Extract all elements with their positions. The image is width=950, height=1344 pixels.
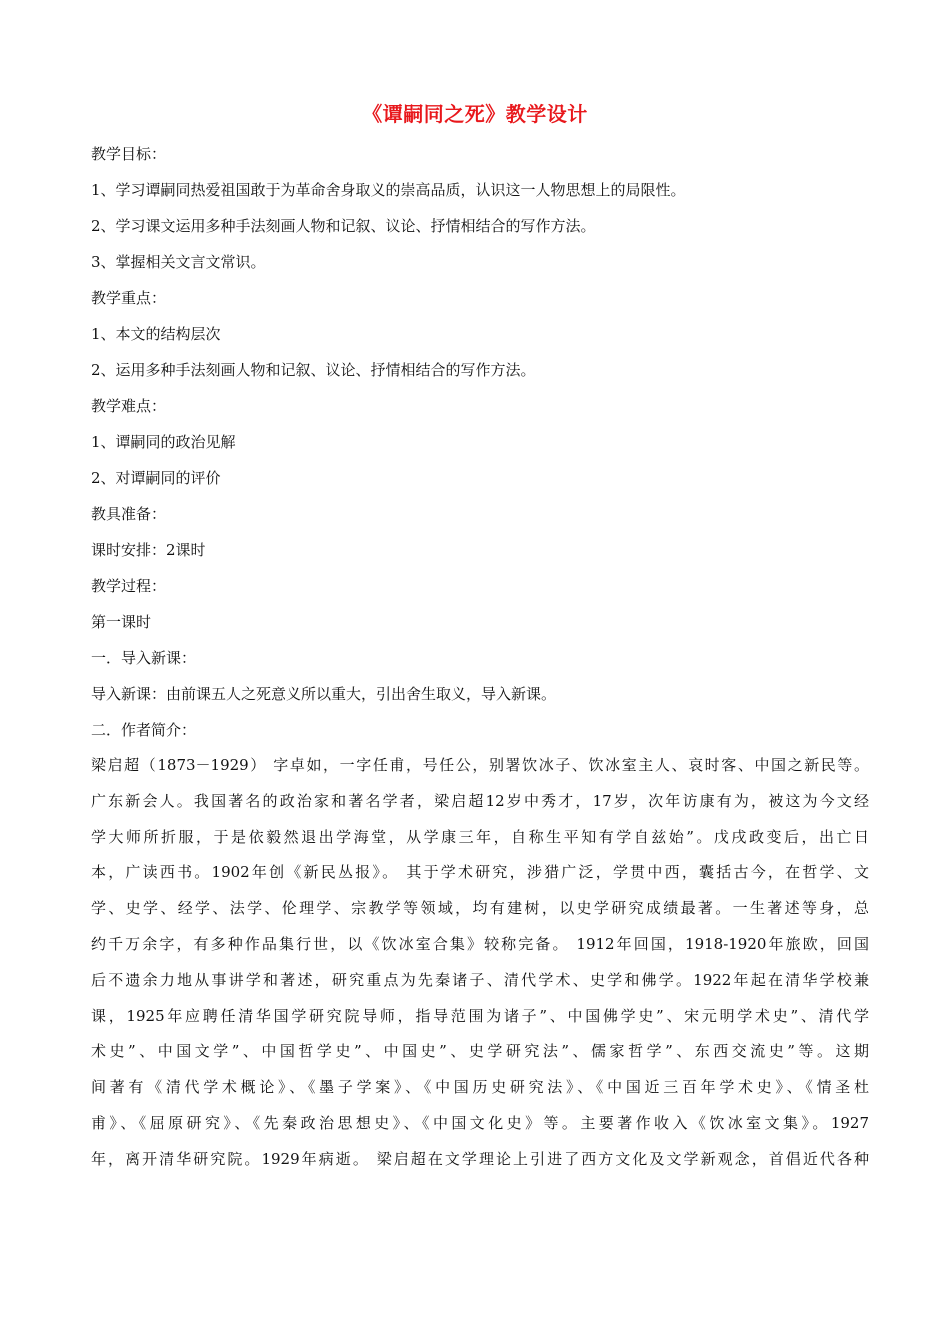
heading-teaching-process: 教学过程： xyxy=(91,577,167,595)
difficulty-item: 1、谭嗣同的政治见解 xyxy=(91,433,236,451)
difficulty-item: 2、对谭嗣同的评价 xyxy=(91,469,221,487)
key-point-item: 2、运用多种手法刻画人物和记叙、议论、抒情相结合的写作方法。 xyxy=(91,361,536,379)
bio-line: 梁启超（1873－1929） 字卓如，一字任甫，号任公，别署饮冰子、饮冰室主人、哀时客、中国之新民等。 xyxy=(91,756,869,774)
objective-item: 1、学习谭嗣同热爱祖国敢于为革命舍身取义的崇高品质，认识这一人物思想上的局限性。 xyxy=(91,181,686,199)
bio-line: 年，离开清华研究院。1929年病逝。 梁启超在文学理论上引进了西方文化及文学新观念，首倡近代各种 xyxy=(91,1149,869,1168)
heading-teaching-objectives: 教学目标： xyxy=(91,145,167,163)
heading-difficulties: 教学难点： xyxy=(91,397,167,415)
heading-teaching-aids: 教具准备： xyxy=(91,505,167,523)
document-body xyxy=(91,136,869,1178)
bio-line: 本，广读西书。1902年创《新民丛报》。 其于学术研究，涉猎广泛，学贯中西，囊括古今，在哲学、文 xyxy=(91,863,869,882)
bio-line: 学、史学、经学、法学、伦理学、宗教学等领域，均有建树，以史学研究成绩最著。一生著述等身，总 xyxy=(91,899,869,918)
bio-line: 广东新会人。我国著名的政治家和著名学者，梁启超12岁中秀才，17岁，次年访康有为，被这为今文经 xyxy=(91,791,869,810)
bio-line: 甫》、《屈原研究》、《先秦政治思想史》、《中国文化史》等。主要著作收入《饮冰室文集》。1927 xyxy=(91,1113,869,1132)
bio-line: 课，1925年应聘任清华国学研究院导师，指导范围为诸子”、中国佛学史”、宋元明学术史”、清代学 xyxy=(91,1006,869,1025)
bio-line: 学大师所折服，于是依毅然退出学海堂，从学康三年，自称生平知有学自兹始”。戊戌政变后，出亡日 xyxy=(91,827,869,846)
section-heading-author: 二．作者简介： xyxy=(91,721,197,739)
intro-text: 导入新课：由前课五人之死意义所以重大，引出舍生取义，导入新课。 xyxy=(91,685,557,703)
document-title: 《谭嗣同之死》教学设计 xyxy=(362,102,588,126)
objective-item: 2、学习课文运用多种手法刻画人物和记叙、议论、抒情相结合的写作方法。 xyxy=(91,217,596,235)
author-biography xyxy=(91,748,869,1178)
heading-key-points: 教学重点： xyxy=(91,289,167,307)
lesson-label: 第一课时 xyxy=(91,613,152,631)
bio-line: 后不遗余力地从事讲学和著述，研究重点为先秦诸子、清代学术、史学和佛学。1922年起在清华学校兼 xyxy=(91,970,869,989)
bio-line: 术史”、中国文学”、中国哲学史”、中国史”、史学研究法”、儒家哲学”、东西交流史”等。这期 xyxy=(91,1042,869,1061)
objective-item: 3、掌握相关文言文常识。 xyxy=(91,253,266,271)
section-heading-intro: 一．导入新课： xyxy=(91,649,197,667)
bio-line: 约千万余字，有多种作品集行世，以《饮冰室合集》较称完备。 1912年回国，1918-1920年旅欧，回国 xyxy=(91,934,869,953)
bio-line: 间著有《清代学术概论》、《墨子学案》、《中国历史研究法》、《中国近三百年学术史》、《情圣杜 xyxy=(91,1078,869,1097)
key-point-item: 1、本文的结构层次 xyxy=(91,325,221,343)
class-hours: 课时安排：2课时 xyxy=(91,541,206,559)
